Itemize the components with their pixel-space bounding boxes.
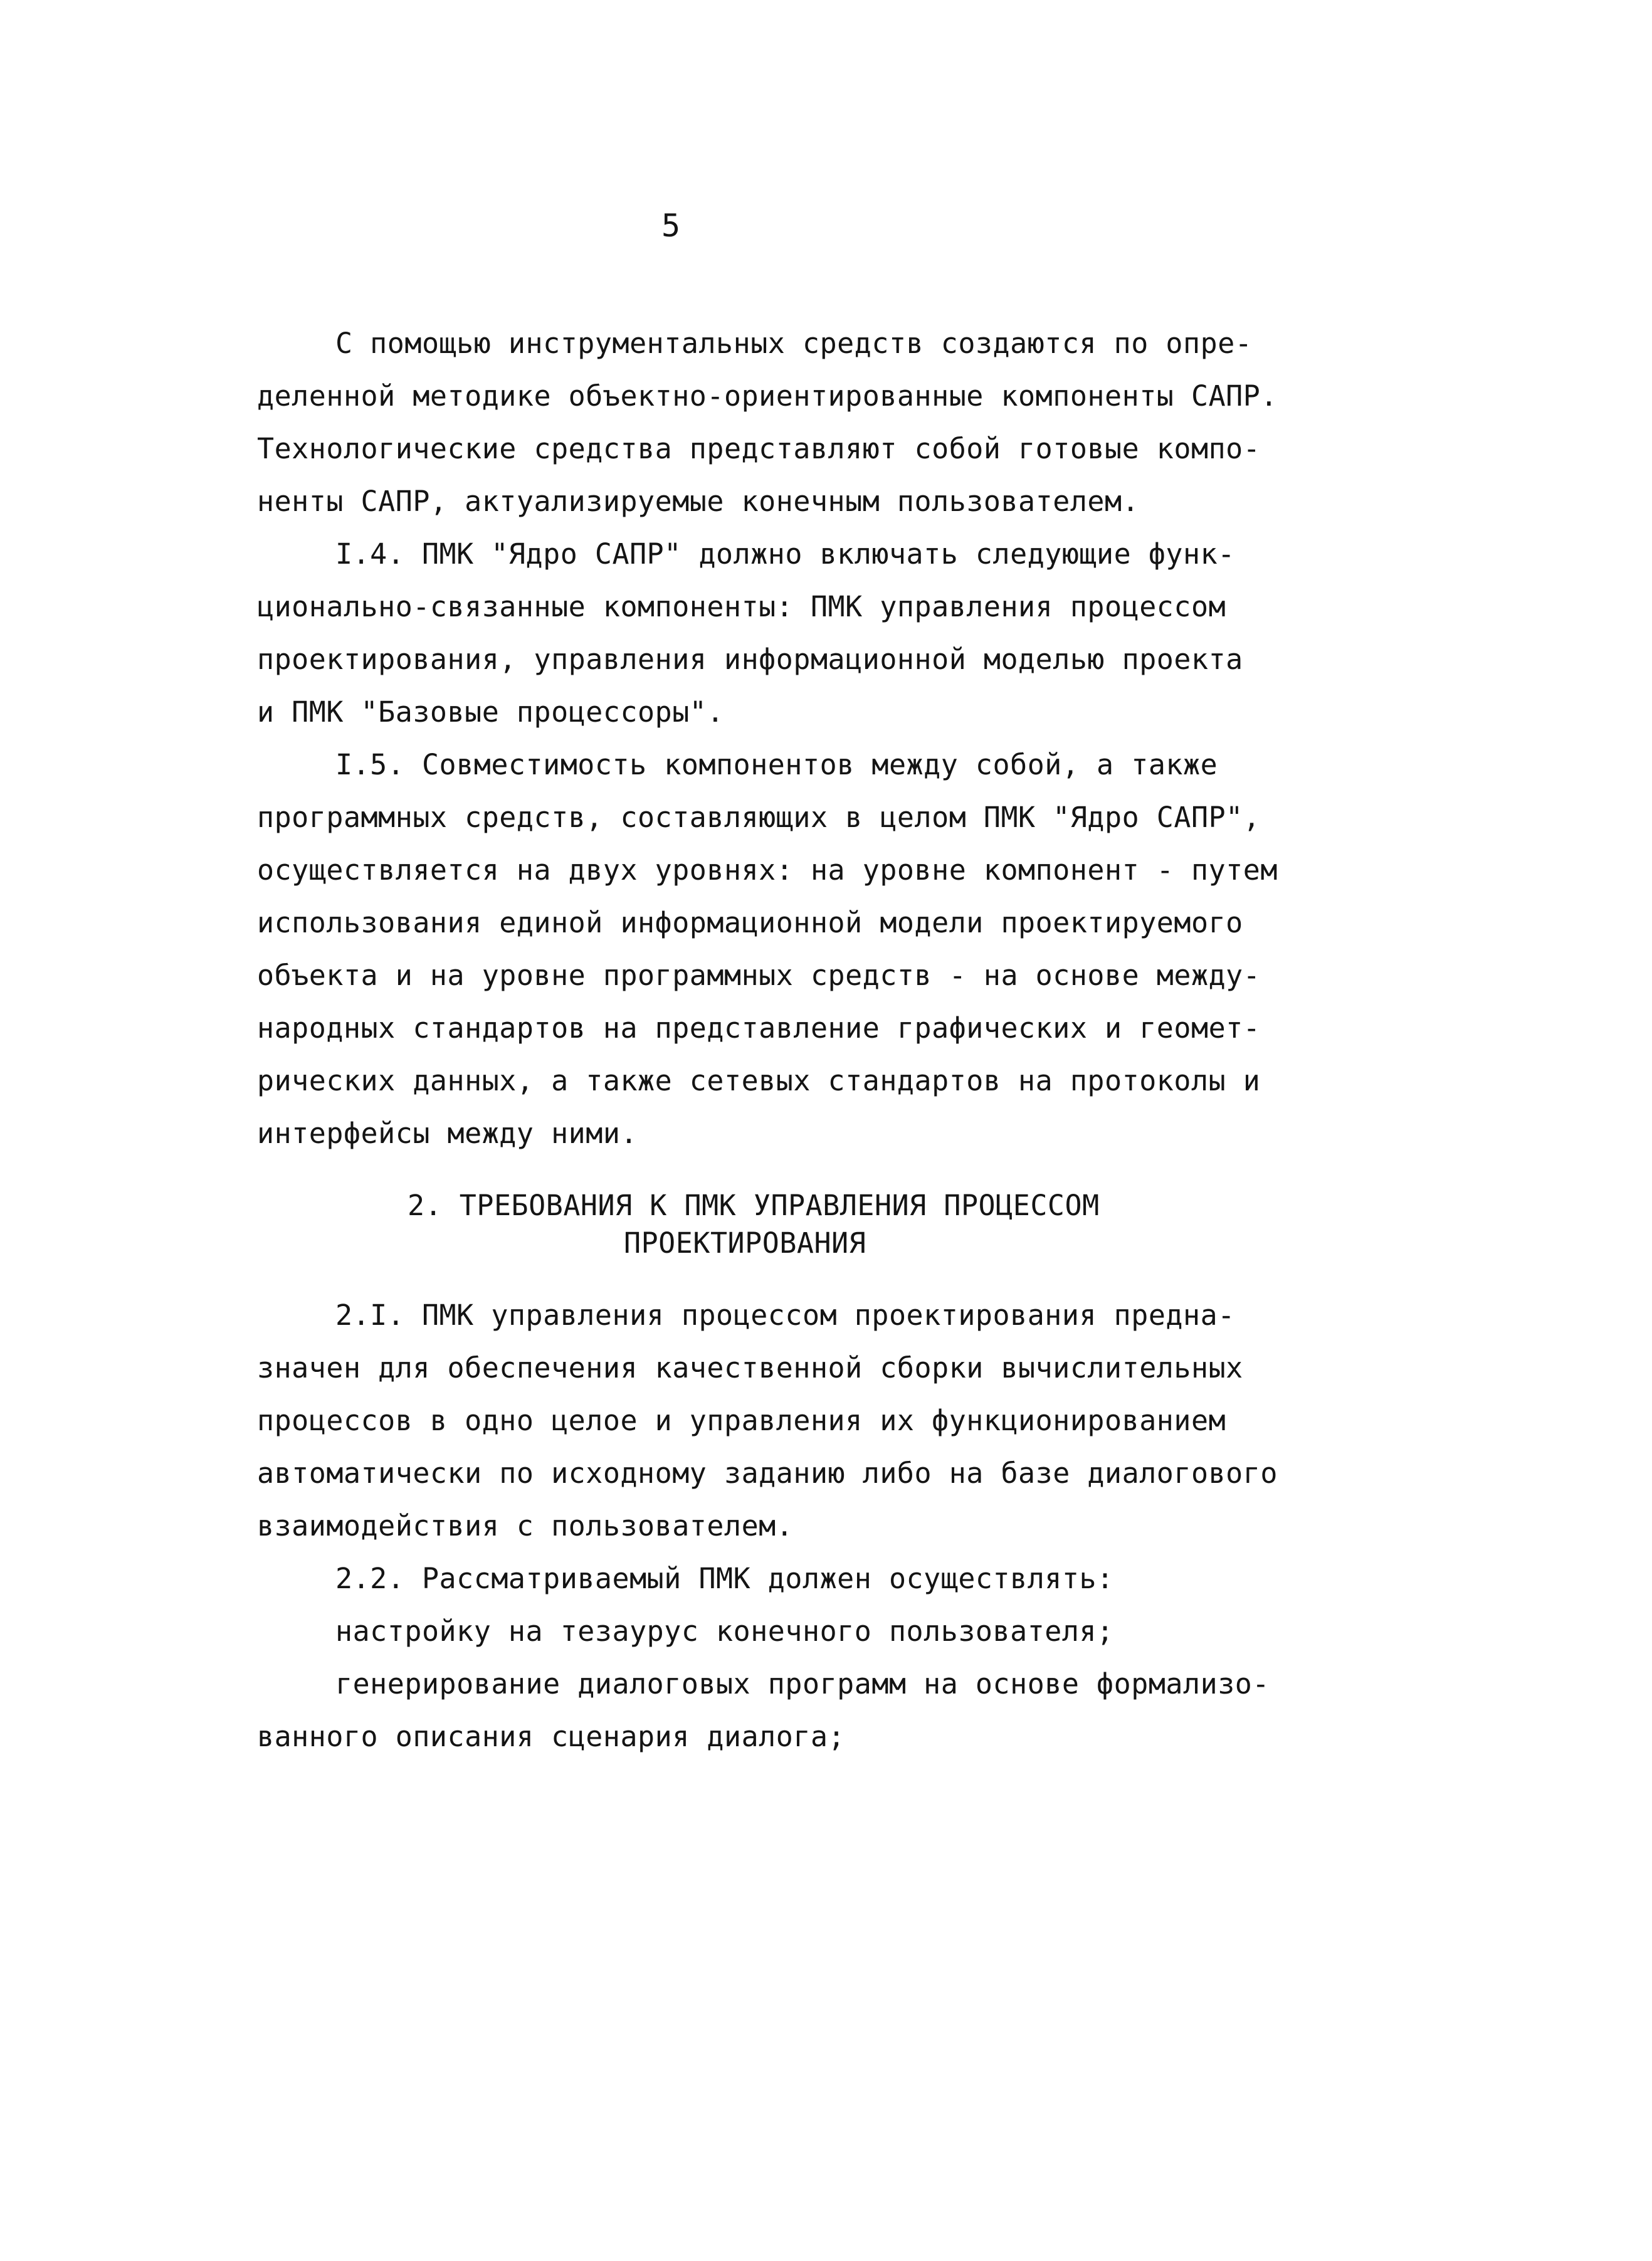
- paragraph-line: автоматически по исходному заданию либо на базе диалогового: [257, 1457, 1278, 1490]
- paragraph-line: настройку на тезаурус конечного пользователя;: [335, 1615, 1114, 1648]
- paragraph-line: значен для обеспечения качественной сборки вычислительных: [257, 1351, 1243, 1384]
- paragraph-line: осуществляется на двух уровнях: на уровне компонент - путем: [257, 853, 1278, 887]
- page-number: 5: [661, 208, 681, 244]
- paragraph-line: 2.I. ПМК управления процессом проектирования предна-: [335, 1299, 1235, 1332]
- paragraph-line: взаимодействия с пользователем.: [257, 1509, 794, 1542]
- section-heading: ПРОЕКТИРОВАНИЯ: [624, 1226, 866, 1260]
- paragraph-line: 2.2. Рассматриваемый ПМК должен осуществлять:: [335, 1562, 1114, 1595]
- paragraph-line: программных средств, составляющих в целом ПМК "Ядро САПР",: [257, 801, 1261, 834]
- paragraph-line: народных стандартов на представление графических и геомет-: [257, 1011, 1261, 1045]
- paragraph-line: генерирование диалоговых программ на основе формализо-: [335, 1667, 1270, 1700]
- paragraph-line: процессов в одно целое и управления их функционированием: [257, 1404, 1226, 1437]
- section-heading: 2. ТРЕБОВАНИЯ К ПМК УПРАВЛЕНИЯ ПРОЦЕССОМ: [408, 1189, 1100, 1222]
- paragraph-line: интерфейсы между ними.: [257, 1117, 638, 1150]
- paragraph-line: I.5. Совместимость компонентов между собой, а также: [335, 748, 1218, 781]
- paragraph-line: ванного описания сценария диалога;: [257, 1720, 846, 1753]
- paragraph-line: рических данных, а также сетевых стандартов на протоколы и: [257, 1064, 1261, 1097]
- paragraph-line: использования единой информационной модели проектируемого: [257, 906, 1243, 939]
- paragraph-line: ненты САПР, актуализируемые конечным пользователем.: [257, 485, 1140, 518]
- paragraph-line: I.4. ПМК "Ядро САПР" должно включать следующие функ-: [335, 537, 1235, 571]
- paragraph-line: деленной методике объектно-ориентированные компоненты САПР.: [257, 379, 1278, 413]
- paragraph-line: ционально-связанные компоненты: ПМК управления процессом: [257, 590, 1226, 623]
- paragraph-line: С помощью инструментальных средств создаются по опре-: [335, 327, 1253, 360]
- paragraph-line: Технологические средства представляют собой готовые компо-: [257, 432, 1261, 465]
- paragraph-line: и ПМК "Базовые процессоры".: [257, 695, 724, 729]
- paragraph-line: объекта и на уровне программных средств - на основе между-: [257, 959, 1261, 992]
- paragraph-line: проектирования, управления информационной моделью проекта: [257, 643, 1243, 676]
